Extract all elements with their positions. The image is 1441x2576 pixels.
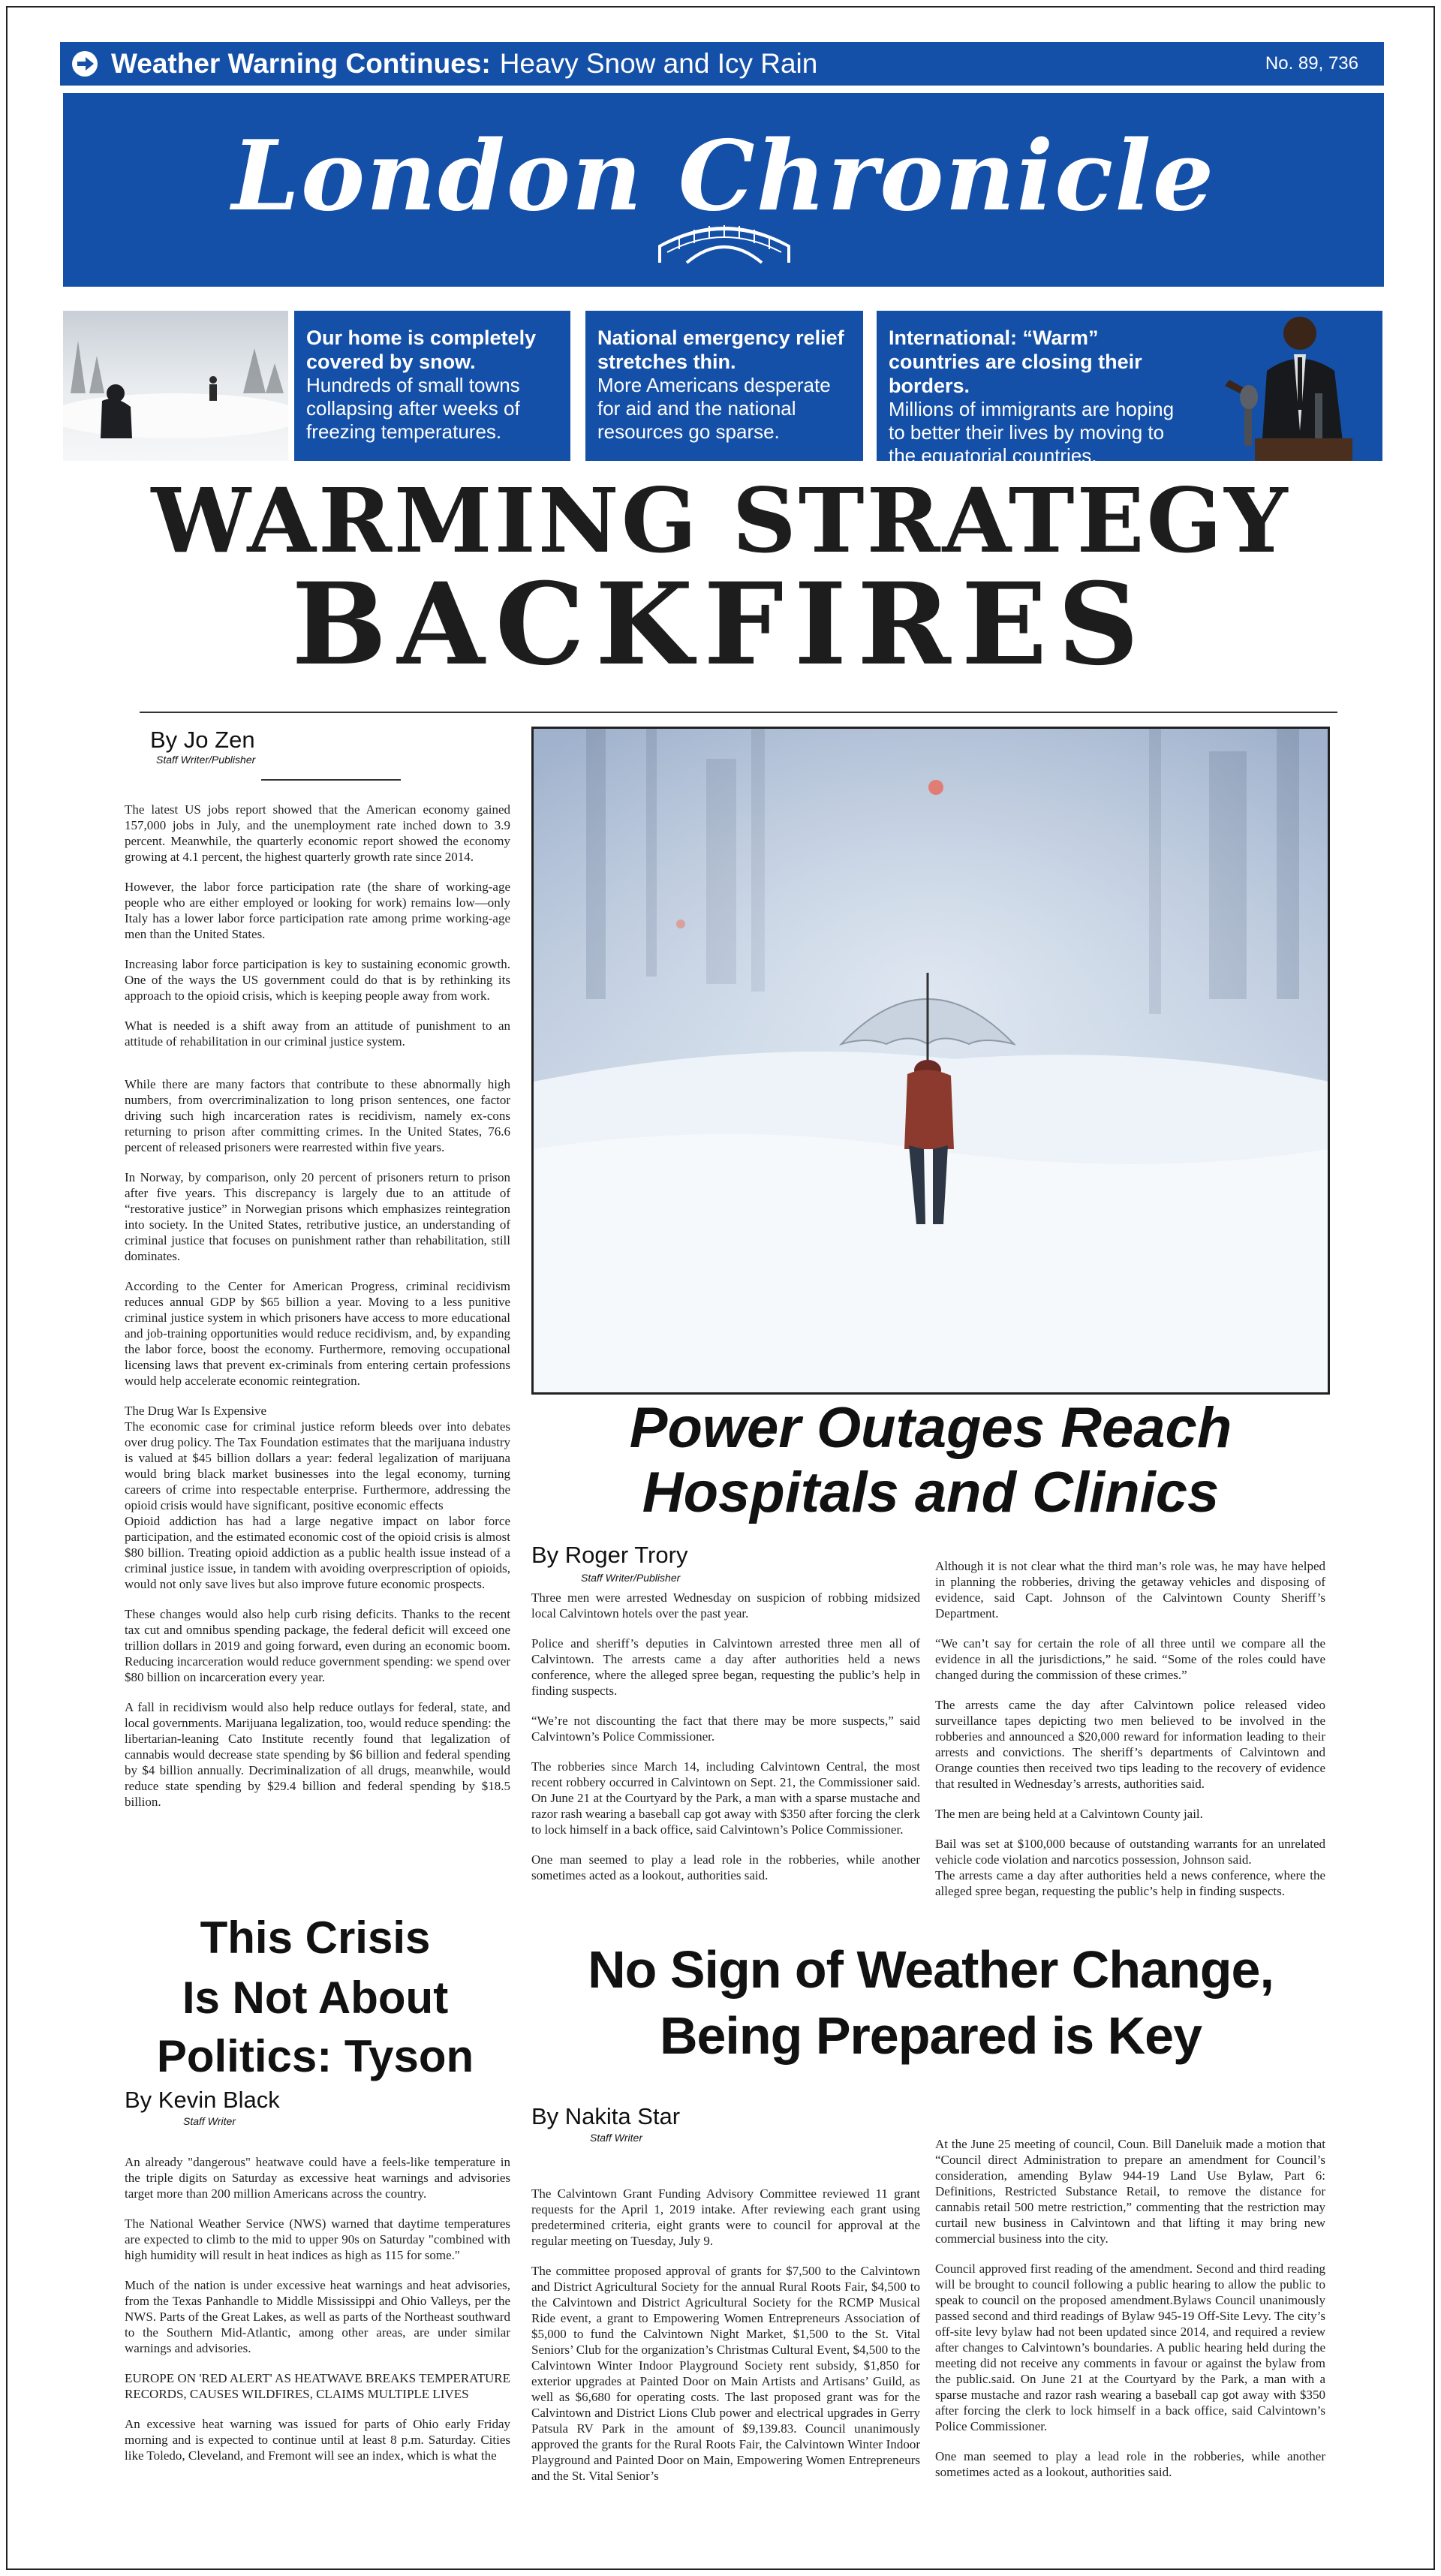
paragraph: Council approved first reading of the amendment. Second and third reading will be brought to council following a public hearing to allow the public to speak to council on the proposed amendment.Bylaws Council unanimously passed second and third readings of Bylaw 945-19 Off-Site Levy. The city’s off-site levy bylaw had not been updated since 2014, and required a review after changes to Calvintown’s boundaries. A public hearing held during the meeting did not receive any comments in favour or against the bylaw from the public.said. On June 21 at the Courtyard by the Park, a man with a sparse mustache and razor rash wearing a baseball cap got away with $350 after forcing the clerk to lock himself in a back office, said Calvintown’s Police Commissioner. (935, 2262, 1325, 2433)
paragraph: While there are many factors that contribute to these abnormally high numbers, from overcriminalization to long prison sentences, one factor driving such high incarceration rates is recidivism, namely ex-cons returning to prison after committing crimes. In the United States, 76.6 percent of released prisoners were rearrested within five years. (125, 1077, 510, 1154)
article-headline: Politics: Tyson (156, 2031, 474, 2081)
paragraph: The committee proposed approval of grants for $7,500 to the Calvintown and District Agricultural Society for the annual Rural Roots Fair, $4,500 to the Calvintown and District Agricultural Society for the RCMP Musical Ride event, a grant to Empowering Women Entrepreneurs Association of $5,000 to fund the Calvintown Night Market, $1,500 to the St. Vital Seniors’ Club for the organization’s Christmas Cultural Event, $4,500 to the Calvintown Winter Indoor Playground Society rent subsidy, $1,850 for exterior upgrades at Painted Door on Main Artists and Artisans’ Guild, as well as $6,680 for operating costs. The last proposed grant was for the Calvintown and District Lions Club power and electrical upgrades in Gerry Patsula RV Park in the amount of $9,139.83. Council unanimously approved the grants for the Rural Roots Fair, the Calvintown Winter Indoor Playground and Painted Door on Main, Empowering Women Entrepreneurs and the St. Vital Senior’s (531, 2264, 920, 2483)
weather-warning-banner[interactable] (60, 42, 1384, 86)
article-column (531, 2186, 920, 2498)
speaker-photo[interactable] (1202, 311, 1382, 461)
banner-text: Heavy Snow and Icy Rain (499, 48, 818, 79)
snow-walkers-photo[interactable] (63, 311, 288, 461)
teaser-relief[interactable] (585, 311, 863, 461)
paragraph: Much of the nation is under excessive heat warnings and heat advisories, from the Texas Panhandle to Middle Mississippi and Ohio Valleys, per the NWS. Parts of the Great Lakes, as well as parts of the Northeast southward to the Southern Mid-Atlantic, among other areas, are under similar warnings and advisories. (125, 2278, 510, 2355)
article-headline: Being Prepared is Key (659, 2006, 1202, 2065)
paragraph: In Norway, by comparison, only 20 percent of prisoners return to prison after five years. This discrepancy is largely due to an attitude of “restorative justice” in Norwegian prisons which emphasizes reintegration into society. In the United States, retributive justice, an understanding of criminal justice that focuses on punishment rather than rehabilitation, still dominates. (125, 1170, 510, 1263)
byline: By Kevin Black (125, 2087, 280, 2113)
teaser-headline: National emergency relief stretches thin. (597, 327, 844, 373)
teaser-body: More Americans desperate for aid and the national resources go sparse. (597, 374, 831, 443)
teaser-borders[interactable] (877, 311, 1202, 467)
paragraph: One man seemed to play a lead role in the robberies, while another sometimes acted as a lookout, authorities said. (531, 1852, 920, 1882)
paragraph: “We can’t say for certain the role of all three until we compare all the evidence in all the jurisdictions,” he said. “Some of the roles could have changed during the commission of these crimes.” (935, 1636, 1325, 1682)
byline: By Nakita Star (531, 2103, 681, 2129)
headline-rule (140, 712, 1337, 713)
paragraph: These changes would also help curb rising deficits. Thanks to the recent tax cut and omnibus spending package, the federal deficit will exceed one trillion dollars in 2019 and going forward, even during an economic boom. Reducing incarceration would reduce government spending: we spend over $80 billion on incarceration every year. (125, 1607, 510, 1684)
paragraph: An already "dangerous" heatwave could have a feels-like temperature in the triple digits on Saturday as excessive heat warnings and advisories target more than 200 million Americans across the country. (125, 2155, 510, 2201)
paragraph: Although it is not clear what the third man’s role was, he may have helped in planning the robberies, driving the getaway vehicles and disposing of evidence, said Capt. Johnson of the Calvintown County Sheriff’s Department. (935, 1559, 1325, 1621)
paragraph: The latest US jobs report showed that the American economy gained 157,000 jobs in July, and the unemployment rate inched down to 3.9 percent. Meanwhile, the quarterly economic report showed the economy growing at 4.1 percent, the highest quarterly growth rate since 2014. (125, 802, 510, 864)
paragraph: At the June 25 meeting of council, Coun. Bill Daneluik made a motion that “Council direct Administration to prepare an amendment for Council’s consideration, amending Bylaw 944-19 Land Use Bylaw, Part 6: Definitions, Restricted Substance Retail, to remove the distance for cannabis retail 500 metre restriction,” commenting that the restriction may curtail new business in Calvintown and that lifting it may bring new commercial business into the city. (935, 2137, 1325, 2246)
byline-role: Staff Writer/Publisher (581, 1572, 681, 1584)
article-headline: Is Not About (182, 1973, 449, 2023)
paragraph: EUROPE ON 'RED ALERT' AS HEATWAVE BREAKS TEMPERATURE RECORDS, CAUSES WILDFIRES, CLAIMS MULTIPLE LIVES (125, 2371, 510, 2401)
paragraph: The National Weather Service (NWS) warned that daytime temperatures are expected to climb to the mid to upper 90s on Saturday "combined with high humidity will result in heat indices as high as 115 for some." (125, 2216, 510, 2262)
paragraph: Increasing labor force participation is key to sustaining economic growth. One of the ways the US government could do that is by rethinking its approach to the opioid crisis, which is keeping people away from work. (125, 957, 510, 1003)
paragraph: According to the Center for American Progress, criminal recidivism reduces annual GDP by $65 billion a year. Moving to a less punitive criminal justice system in which prisoners have access to more educational and job-training opportunities would reduce recidivism, and, by expanding the labor force, boost the economy. Furthermore, removing occupational licensing laws that prevent ex-criminals from entering certain professions would help accelerate economic reintegration. (125, 1279, 510, 1388)
paragraph: The robberies since March 14, including Calvintown Central, the most recent robbery occurred in Calvintown on Sept. 21, the Commissioner said. On June 21 at the Courtyard by the Park, a man with a sparse mustache and razor rash wearing a baseball cap got away with $350 after forcing the clerk to lock himself in a back office, said Calvintown’s Police Commissioner. (531, 1759, 920, 1837)
teaser-headline: International: “Warm” countries are closing their borders. (889, 327, 1142, 397)
article-column (531, 1590, 920, 1897)
paragraph: The Drug War Is Expensive The economic case for criminal justice reform bleeds over into debates over drug policy. The Tax Foundation estimates that the marijuana industry is valued at $45 billion dollars a year: federal legalization of marijuana would bring black market businesses into the legal economy, turning careers of crime into respectable enterprise. Furthermore, addressing the opioid crisis would have significant, positive economic effects Opioid addiction has had a large negative impact on labor force participation, and the estimated economic cost of the opioid crisis is almost $80 billion. Treating opioid addiction as a public health issue instead of a criminal justice issue, in tandem with avoiding overprescription of opioids, would not only save lives but also improve future economic prospects. (125, 1404, 510, 1591)
article-headline: No Sign of Weather Change, (588, 1940, 1274, 1999)
paragraph: What is needed is a shift away from an attitude of punishment to an attitude of rehabilitation in our criminal justice system. (125, 1019, 510, 1049)
paragraph: One man seemed to play a lead role in the robberies, while another sometimes acted as a lookout, authorities said. (935, 2449, 1325, 2479)
teaser-headline: Our home is completely covered by snow. (306, 327, 537, 373)
byline-role: Staff Writer (183, 2115, 236, 2127)
paragraph: The men are being held at a Calvintown County jail. (935, 1807, 1203, 1821)
byline: By Jo Zen (150, 727, 255, 753)
paragraph: An excessive heat warning was issued for parts of Ohio early Friday morning and is expected to continue until at least 8 p.m. Saturday. Cities like Toledo, Cleveland, and Fremont will see an index, which is what the (125, 2417, 510, 2463)
paragraph: “We’re not discounting the fact that there may be more suspects,” said Calvintown’s Police Commissioner. (531, 1714, 920, 1744)
teaser-body: Hundreds of small towns collapsing after weeks of freezing temperatures. (306, 374, 520, 443)
snowstorm-umbrella-photo[interactable] (531, 727, 1330, 1395)
article-column (125, 2154, 510, 2478)
issue-number: No. 89, 736 (1265, 53, 1358, 74)
byline: By Roger Trory (531, 1542, 688, 1568)
teaser-body: Millions of immigrants are hoping to better their lives by moving to the equatorial countries. (889, 398, 1175, 467)
paragraph: A fall in recidivism would also help reduce outlays for federal, state, and local governments. Marijuana legalization, too, would reduce spending: the libertarian-leaning Cato Institute recently found that legalization of cannabis would decrease state spending by $6 billion and federal spending by $4 billion annually. Decriminalization of all drugs, meanwhile, would reduce state spending by $29.4 billion and federal spending by $18.5 billion. (125, 1700, 510, 1809)
article-headline: This Crisis (200, 1912, 431, 1963)
article-headline: Power Outages Reach (629, 1396, 1232, 1460)
byline-role: Staff Writer (590, 2132, 643, 2144)
paragraph: The Calvintown Grant Funding Advisory Committee reviewed 11 grant requests for the April 1, 2019 intake. After reviewing each grant using predetermined criteria, eight grants were to council for approval at the regular meeting on Tuesday, July 9. (531, 2186, 920, 2248)
paragraph: Police and sheriff’s deputies in Calvintown arrested three men all of Calvintown. The arrests came a day after authorities held a news conference, where the alleged spree began, requesting the public’s help in finding suspects. (531, 1636, 920, 1698)
teaser-snow[interactable] (294, 311, 570, 461)
arrow-right-icon (72, 51, 98, 77)
banner-lead: Weather Warning Continues: (111, 48, 491, 79)
byline-rule (261, 779, 401, 781)
bridge-logo-icon (657, 216, 792, 266)
paragraph: Bail was set at $100,000 because of outstanding warrants for an unrelated vehicle code violation and narcotics possession, Johnson said. The arrests came a day after authorities held a news conference, where the alleged spree began, requesting the public’s help in finding suspects. (935, 1837, 1325, 1898)
paragraph: However, the labor force participation rate (the share of working-age people who are either employed or looking for work) remains low—only Italy has a lower labor force participation rate among prime working-age men than the United States. (125, 880, 510, 941)
article-column (935, 1558, 1325, 1913)
article-column (125, 802, 510, 1824)
paragraph: The arrests came the day after Calvintown police released video surveillance tapes depicting two men believed to be involved in the robberies and announced a $20,000 reward for information leading to their arrests and convictions. The sheriff’s departments of Calvintown and Orange counties then received two tips leading to the recovery of evidence that resulted in Wednesday’s arrests, authorities said. (935, 1698, 1325, 1791)
main-headline-line2: BACKFIRES (291, 558, 1150, 691)
article-headline: Hospitals and Clinics (642, 1461, 1220, 1524)
main-headline-line1: WARMING STRATEGY (151, 468, 1290, 573)
paragraph: Three men were arrested Wednesday on suspicion of robbing midsized local Calvintown hotels over the past year. (531, 1590, 920, 1621)
newspaper-title: London Chronicle (231, 120, 1216, 233)
byline-role: Staff Writer/Publisher (156, 754, 256, 766)
article-column (935, 2136, 1325, 2494)
